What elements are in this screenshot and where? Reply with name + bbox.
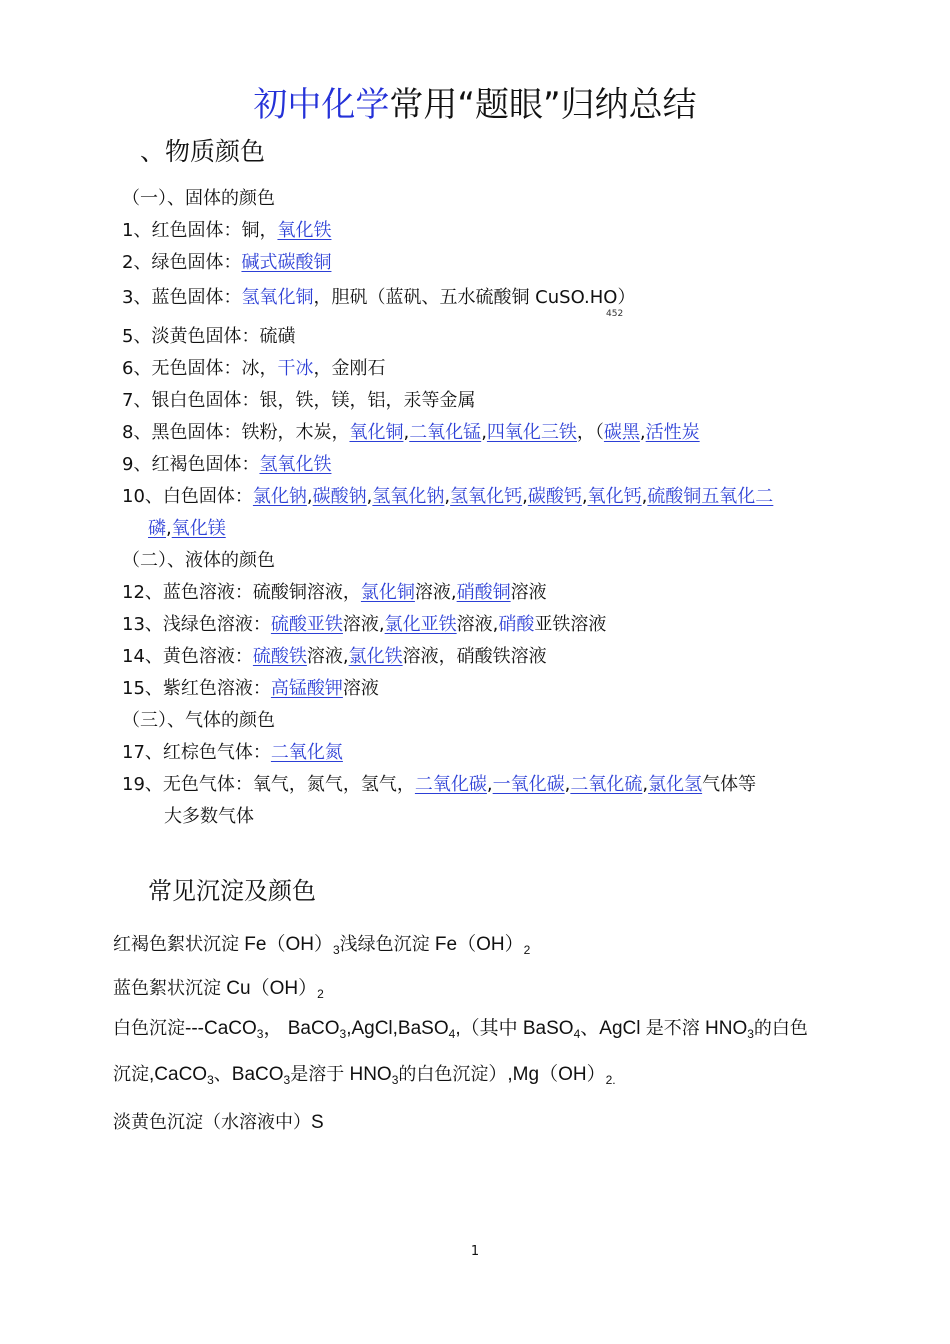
text: 沉淀	[113, 1064, 149, 1085]
text: 9、红褐色固体：	[122, 454, 260, 475]
text: 溶液,	[342, 614, 385, 635]
text: 蓝色絮状沉淀	[113, 978, 221, 999]
page-number: 1	[470, 1244, 480, 1259]
text: 3、蓝色固体：	[122, 287, 242, 308]
link-ferrous-chloride[interactable]: 氯化亚铁	[384, 614, 457, 635]
link-hydrogen-chloride[interactable]: 氯化氢	[648, 774, 703, 795]
formula: Cu（OH）	[221, 978, 318, 999]
list-item-19-cont: 大多数气体	[164, 806, 254, 827]
list-item-10-cont	[148, 514, 226, 544]
text: 淡黄色沉淀（水溶液中）	[113, 1112, 311, 1133]
link-iron-oxide[interactable]: 氧化铁	[277, 220, 332, 241]
subscript: 2	[317, 987, 324, 1001]
list-item-10	[122, 482, 773, 512]
list-item-13	[122, 610, 606, 640]
text: 1、红色固体：铜，	[122, 220, 278, 241]
list-item-5: 5、淡黄色固体：硫磺	[122, 326, 296, 347]
list-item-6	[122, 354, 385, 384]
text: 白色沉淀	[113, 1018, 185, 1039]
text: 14、黄色溶液：	[122, 646, 253, 667]
text: ，（	[576, 422, 604, 443]
text: 溶液,	[456, 614, 499, 635]
text: 8、黑色固体：铁粉，木炭，	[122, 422, 350, 443]
formula: HNO	[699, 1018, 748, 1039]
formula: BaCO	[231, 1064, 284, 1085]
list-item-7: 7、银白色固体：银，铁，镁，铝，汞等金属	[122, 390, 476, 411]
text: 浅绿色沉淀	[339, 934, 430, 955]
formula: ）,Mg（OH）	[488, 1064, 606, 1085]
text: 溶液,	[414, 582, 457, 603]
text: ,	[366, 486, 373, 507]
link-dry-ice[interactable]: 干冰	[277, 358, 314, 379]
link-copper-oxide[interactable]: 氧化铜	[349, 422, 404, 443]
subscript: 4	[573, 1027, 581, 1041]
link-calcium-carbonate[interactable]: 碳酸钙	[527, 486, 582, 507]
link-ferroferric-oxide[interactable]: 四氧化三铁	[486, 422, 577, 443]
title-blue-part: 初中化学	[253, 85, 390, 125]
text: 12、蓝色溶液：硫酸铜溶液，	[122, 582, 361, 603]
section-heading-precipitates: 常见沉淀及颜色	[148, 877, 316, 905]
precip-line-2	[113, 974, 324, 1005]
link-ferrous-sulfate[interactable]: 硫酸亚铁	[270, 614, 343, 635]
text: ,	[642, 774, 649, 795]
text: 亚铁溶液	[534, 614, 607, 635]
text: ,	[166, 518, 172, 539]
link-copper-nitrate[interactable]: 硝酸铜	[456, 582, 511, 603]
formula: ,CaCO	[149, 1064, 208, 1085]
text: 19、无色气体：氧气，氮气，氢气，	[122, 774, 415, 795]
text: 红褐色絮状沉淀	[113, 934, 239, 955]
link-carbon-dioxide[interactable]: 二氧化碳	[414, 774, 487, 795]
formula: ---CaCO	[185, 1018, 257, 1039]
text: 溶液	[342, 678, 379, 699]
link-activated-carbon[interactable]: 活性炭	[645, 422, 700, 443]
list-item-12	[122, 578, 547, 608]
text: ,	[306, 486, 313, 507]
list-item-14	[122, 642, 547, 672]
text: ,	[564, 774, 571, 795]
formula: Fe（OH）	[239, 934, 333, 955]
text: 是不溶	[645, 1018, 700, 1039]
formula: S	[311, 1112, 324, 1133]
link-sulfur-dioxide[interactable]: 二氧化硫	[570, 774, 643, 795]
text: ,	[486, 774, 493, 795]
text: 溶液,	[306, 646, 349, 667]
link-manganese-dioxide[interactable]: 二氧化锰	[409, 422, 482, 443]
link-carbon-black[interactable]: 碳黑	[603, 422, 640, 443]
text: 溶液	[510, 582, 547, 603]
text: ,	[403, 422, 410, 443]
subscript: 3	[391, 1073, 399, 1087]
title-rest-part: 常用“题眼”归纳总结	[389, 85, 697, 125]
link-nitric[interactable]: 硝酸	[498, 614, 535, 635]
text: 17、红棕色气体：	[122, 742, 271, 763]
subscript: 2.	[605, 1073, 616, 1087]
formula: HNO	[344, 1064, 392, 1085]
link-sodium-hydroxide[interactable]: 氢氧化钠	[372, 486, 445, 507]
precip-line-3	[113, 1014, 808, 1045]
section-heading-colors: 、物质颜色	[140, 137, 266, 166]
text: 6、无色固体：冰，	[122, 358, 278, 379]
link-nitrogen-dioxide[interactable]: 二氧化氮	[270, 742, 343, 763]
list-item-19	[122, 770, 756, 800]
subscript: 3	[207, 1073, 214, 1087]
link-potassium-permanganate[interactable]: 高锰酸钾	[270, 678, 343, 699]
formula: 、AgCl	[580, 1018, 646, 1039]
link-calcium-oxide[interactable]: 氧化钙	[587, 486, 642, 507]
link-copper-hydroxide[interactable]: 氢氧化铜	[241, 287, 314, 308]
text: ,（其中	[455, 1018, 518, 1039]
subscript: 3	[339, 1027, 347, 1041]
text: ,	[581, 486, 588, 507]
text: 2、绿色固体：	[122, 252, 242, 273]
list-item-15	[122, 674, 379, 704]
link-carbon-monoxide[interactable]: 一氧化碳	[492, 774, 565, 795]
formula: BaSO	[517, 1018, 574, 1039]
document-title	[0, 82, 950, 128]
text: 的白色沉淀	[398, 1064, 489, 1085]
text: 10、白色固体：	[122, 486, 253, 507]
text: ，胆矾（蓝矾、五水硫酸铜 CuSO.HO）	[313, 287, 636, 308]
list-item-1	[122, 216, 331, 246]
link-sodium-carbonate[interactable]: 碳酸钠	[312, 486, 367, 507]
list-item-17	[122, 738, 343, 768]
link-iron-hydroxide[interactable]: 氢氧化铁	[259, 454, 332, 475]
subscript: 3	[256, 1027, 264, 1041]
subscript-numbers: 452	[606, 309, 624, 319]
subscript: 3	[332, 943, 340, 957]
subsection-solid-header: （一）、固体的颜色	[122, 188, 275, 209]
text: 的白色	[753, 1018, 808, 1039]
link-ferric-chloride[interactable]: 氯化铁	[348, 646, 403, 667]
text: ,	[522, 486, 528, 507]
text: 、	[213, 1064, 232, 1085]
formula: ,AgCl,BaSO	[346, 1018, 449, 1039]
text: 是溶于	[290, 1064, 345, 1085]
link-sodium-chloride[interactable]: 氯化钠	[252, 486, 307, 507]
list-item-2	[122, 248, 331, 278]
link-ferric-sulfate[interactable]: 硫酸铁	[252, 646, 307, 667]
text: 气体等	[702, 774, 757, 795]
precip-line-4	[113, 1060, 616, 1091]
link-copper-chloride[interactable]: 氯化铜	[360, 582, 415, 603]
precip-line-5	[113, 1108, 324, 1138]
text: ,	[444, 486, 451, 507]
text: ，金刚石	[313, 358, 386, 379]
subsection-gas-header: （三）、气体的颜色	[122, 710, 275, 731]
link-copper-sulfate-phosphorus-pentoxide[interactable]: 硫酸铜五氧化二	[647, 486, 774, 507]
subscript: 3	[747, 1027, 754, 1041]
link-calcium-hydroxide[interactable]: 氢氧化钙	[450, 486, 523, 507]
text: ,	[481, 422, 487, 443]
text: 15、紫红色溶液：	[122, 678, 271, 699]
formula: ， BaCO	[263, 1018, 340, 1039]
subscript: 4	[448, 1027, 456, 1041]
list-item-3	[122, 283, 635, 313]
link-basic-copper-carbonate[interactable]: 碱式碳酸铜	[241, 252, 332, 273]
text: 13、浅绿色溶液：	[122, 614, 271, 635]
subscript: 3	[283, 1073, 291, 1087]
text: ,	[639, 422, 646, 443]
subscript: 2	[523, 943, 531, 957]
text: 溶液，硝酸铁溶液	[402, 646, 547, 667]
precip-line-1	[113, 930, 530, 961]
link-magnesium-oxide[interactable]: 氧化镁	[171, 518, 226, 539]
link-phosphorus[interactable]: 磷	[148, 518, 166, 539]
subsection-liquid-header: （二）、液体的颜色	[122, 550, 275, 571]
list-item-9	[122, 450, 331, 480]
text: ,	[641, 486, 648, 507]
list-item-8	[122, 418, 700, 448]
formula: Fe（OH）	[429, 934, 524, 955]
